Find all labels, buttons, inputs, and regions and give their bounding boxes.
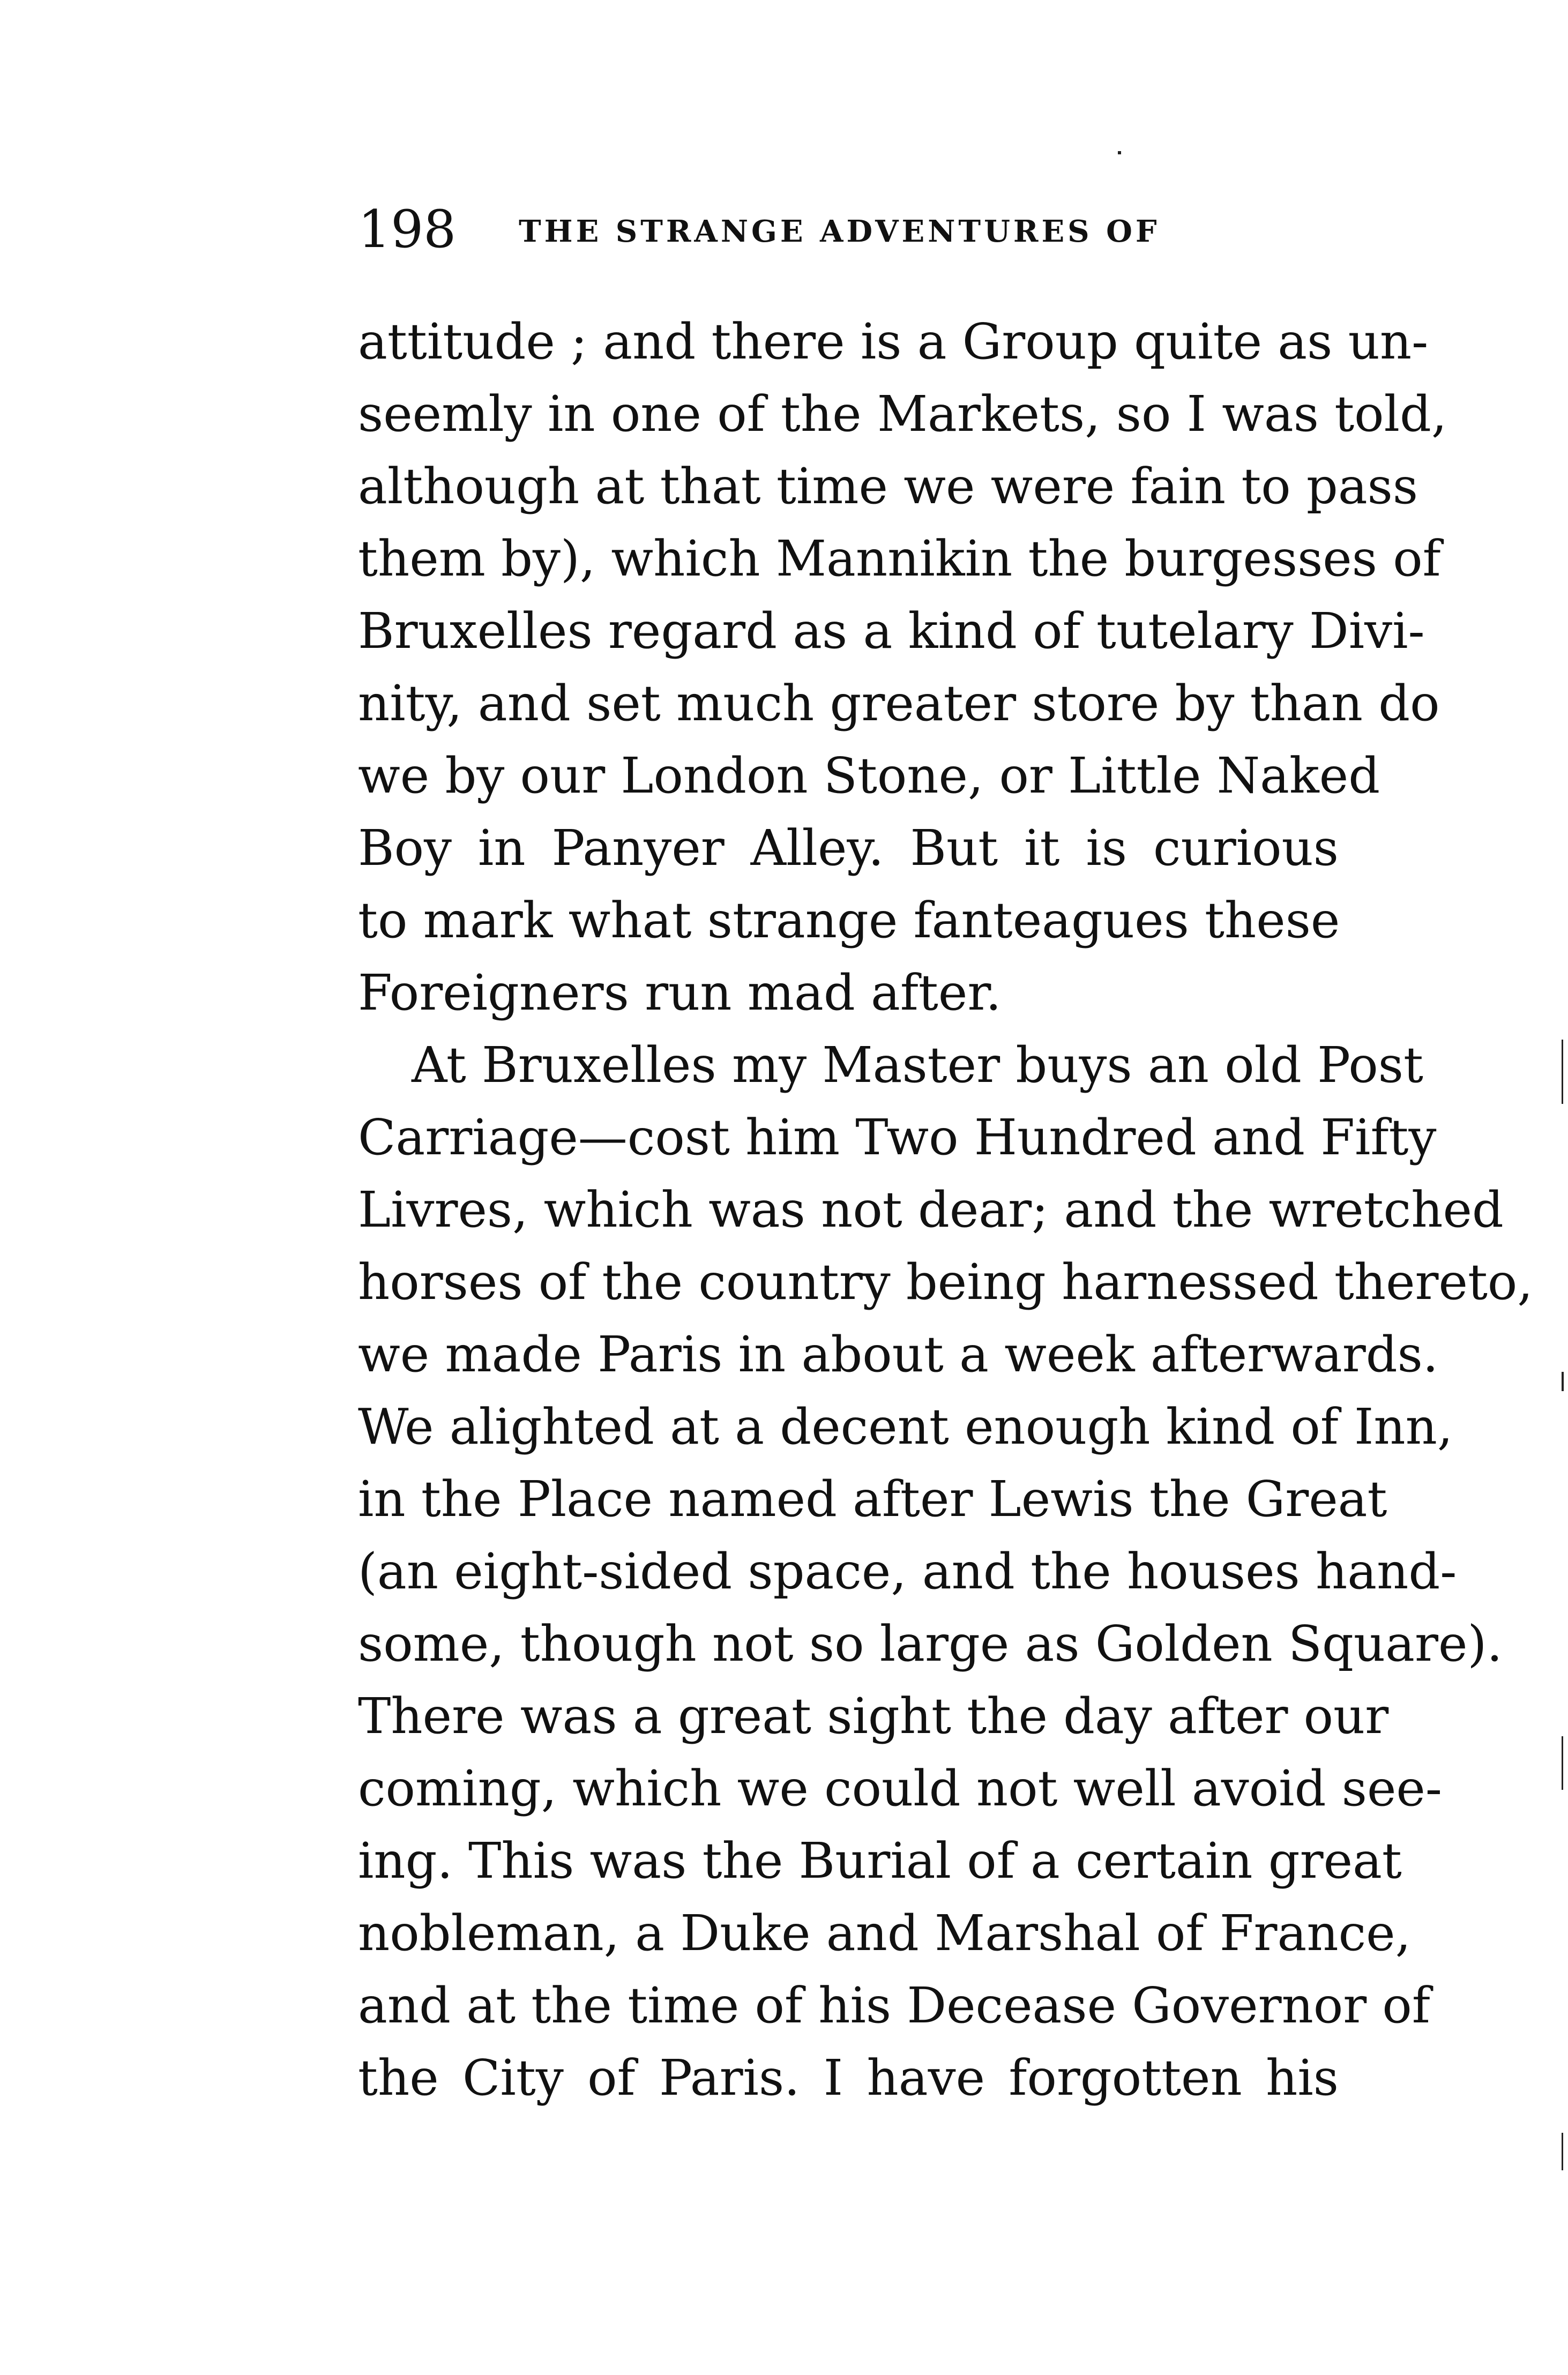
scan-mark — [1562, 1040, 1563, 1104]
text-line: to mark what strange fanteagues these — [358, 892, 1340, 949]
body-text — [358, 305, 1533, 2114]
text-line: (an eight-sided space, and the houses hand- — [358, 1543, 1457, 1600]
text-line: horses of the country being harnessed thereto, — [358, 1253, 1533, 1311]
text-line: Bruxelles regard as a kind of tutelary Divi- — [358, 602, 1425, 660]
text-line: There was a great sight the day after our — [358, 1687, 1389, 1745]
text-line: some, though not so large as Golden Square). — [358, 1615, 1503, 1672]
page-number: 198 — [358, 199, 457, 259]
running-title: THE STRANGE ADVENTURES OF — [519, 214, 1160, 249]
text-line: and at the time of his Decease Governor of — [358, 1977, 1430, 2034]
text-line: Boy in Panyer Alley. But it is curious — [358, 819, 1339, 877]
text-line: although at that time we were fain to pass — [358, 458, 1418, 515]
text-line: coming, which we could not well avoid see- — [358, 1760, 1442, 1817]
paragraph-first-line: At Bruxelles my Master buys an old Post — [412, 1036, 1423, 1094]
text-line: nobleman, a Duke and Marshal of France, — [358, 1905, 1411, 1962]
text-line: the City of Paris. I have forgotten his — [358, 2049, 1339, 2107]
text-line: we made Paris in about a week afterwards. — [358, 1326, 1439, 1383]
scan-mark — [1562, 1736, 1563, 1790]
text-line: We alighted at a decent enough kind of Inn, — [358, 1398, 1453, 1455]
scan-mark — [1562, 1372, 1564, 1391]
text-line: Livres, which was not dear; and the wretched — [358, 1181, 1504, 1238]
text-line: ing. This was the Burial of a certain great — [358, 1832, 1402, 1889]
text-line: seemly in one of the Markets, so I was told, — [358, 385, 1447, 443]
text-line: Carriage—cost him Two Hundred and Fifty — [358, 1109, 1437, 1166]
scan-mark — [1118, 151, 1121, 154]
text-line: nity, and set much greater store by than do — [358, 675, 1440, 732]
paragraph-last-line: Foreigners run mad after. — [358, 964, 1002, 1021]
text-line: we by our London Stone, or Little Naked — [358, 747, 1380, 804]
scan-mark — [1562, 2133, 1563, 2170]
text-line: them by), which Mannikin the burgesses of — [358, 530, 1441, 587]
text-line: in the Place named after Lewis the Great — [358, 1470, 1387, 1528]
text-line: attitude ; and there is a Group quite as un- — [358, 313, 1429, 370]
page-header — [358, 199, 1344, 268]
